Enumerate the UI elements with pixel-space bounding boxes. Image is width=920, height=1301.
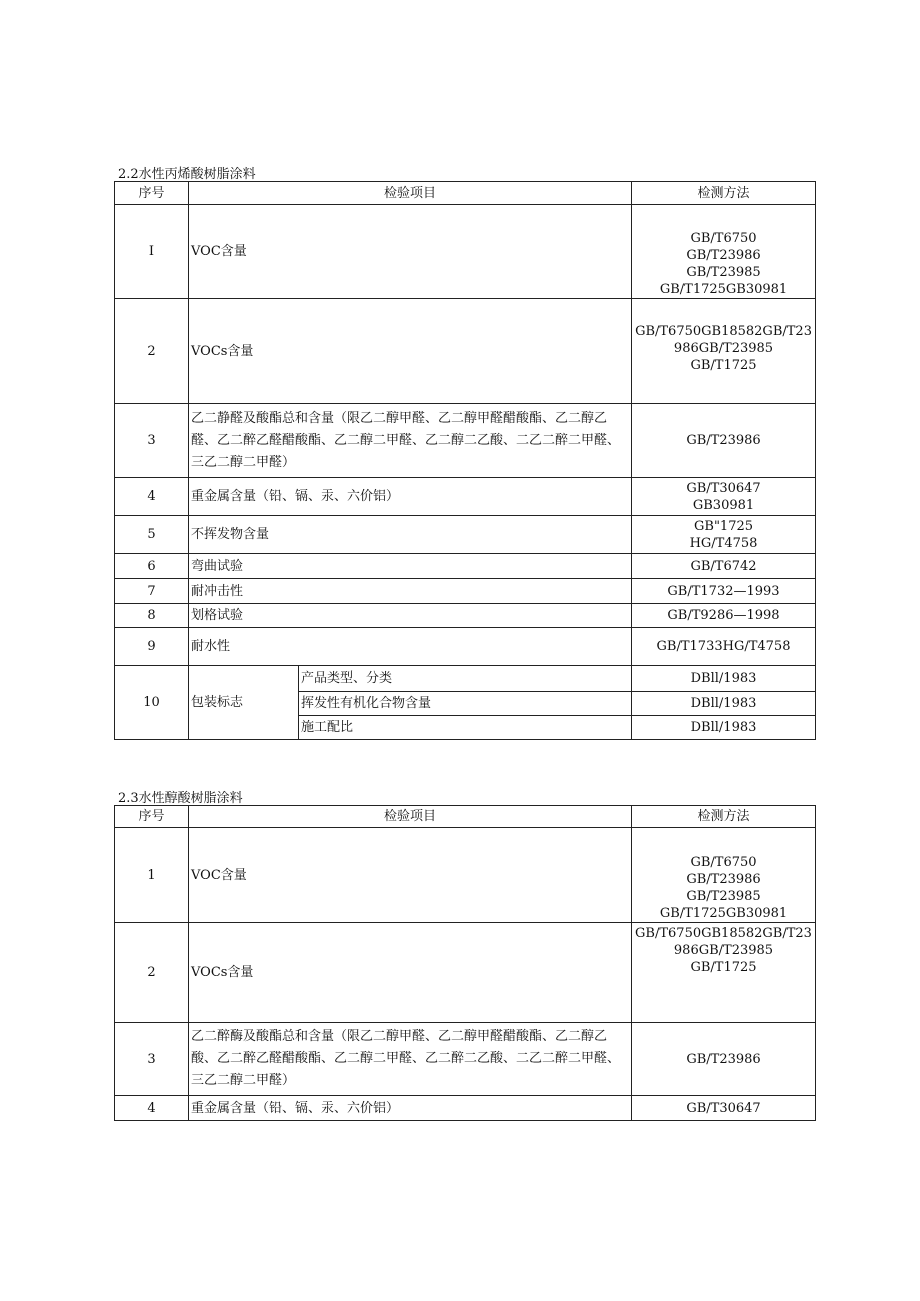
- method-line: GB/T23986: [686, 872, 761, 887]
- method-line: GB/T6750GB18582GB/T23: [635, 324, 812, 339]
- table-row: [115, 828, 816, 923]
- row-method: [632, 404, 816, 478]
- header-no: 序号: [115, 806, 189, 828]
- method-line: GB/T6750GB18582GB/T23: [635, 926, 812, 941]
- sub-method: DBll/1983: [632, 692, 816, 716]
- sub-method: DBll/1983: [632, 716, 816, 740]
- row-item: 乙二醉酶及酸酯总和含量（限乙二醇甲醛、乙二醇甲醛醋酸酯、乙二醇乙酸、乙二醉乙醛醋酸酯、乙二醇二甲醛、乙二醉二乙酸、二乙二醉二甲醛、三乙二醇二甲醛）: [189, 1023, 632, 1096]
- row-no: 10: [115, 666, 189, 740]
- method-line: GB/T23986: [686, 1051, 761, 1067]
- row-item: 耐冲击性: [189, 579, 632, 604]
- method-line: 986GB/T23985: [673, 943, 774, 958]
- section-2-3-caption: 2.3水性醇酸树脂涂料: [118, 791, 243, 806]
- method-line: GB/T1733HG/T4758: [656, 639, 791, 654]
- row-item: 重金属含量（铅、镉、汞、六价铝）: [189, 478, 632, 516]
- row-item: VOCs含量: [189, 923, 632, 1023]
- header-item: 检验项目: [189, 182, 632, 205]
- row-no: 6: [115, 554, 189, 579]
- row-item: 乙二静醛及酸酯总和含量（限乙二醇甲醛、乙二醇甲醛醋酸酯、乙二醇乙醛、乙二醉乙醛醋酸酯、乙二醇二甲醛、乙二醇二乙酸、二乙二醉二甲醛、三乙二醇二甲醛）: [189, 404, 632, 478]
- row-item: 包装标志: [189, 666, 299, 740]
- table-row: [115, 404, 816, 478]
- table-2-3: [114, 805, 816, 1121]
- table-header-row: [115, 182, 816, 205]
- row-no: 1: [115, 828, 189, 923]
- method-line: GB/T30647: [686, 480, 761, 496]
- sub-item: 产品类型、分类: [299, 666, 632, 692]
- row-no: 9: [115, 628, 189, 666]
- row-method: [632, 1023, 816, 1096]
- table-2-2: [114, 181, 816, 740]
- method-line: GB/T30647: [686, 1100, 761, 1116]
- row-item: 耐水性: [189, 628, 632, 666]
- row-method: [632, 205, 816, 299]
- row-no: 2: [115, 923, 189, 1023]
- row-method: [632, 554, 816, 579]
- method-line: GB/T23985: [686, 889, 761, 904]
- header-method: 检测方法: [632, 182, 816, 205]
- section-2-2-caption: 2.2水性丙烯酸树脂涂料: [118, 167, 256, 182]
- table-row: [115, 516, 816, 554]
- row-item: 重金属含量（铅、镉、汞、六价铝）: [189, 1096, 632, 1121]
- method-line: GB/T1725: [690, 960, 757, 975]
- method-line: GB/T23986: [686, 248, 761, 263]
- method-line: GB/T23985: [686, 265, 761, 280]
- method-line: 986GB/T23985: [673, 341, 774, 356]
- row-item: 弯曲试验: [189, 554, 632, 579]
- row-item: VOC含量: [189, 828, 632, 923]
- row-no: 3: [115, 404, 189, 478]
- method-line: GB/T1725GB30981: [659, 282, 788, 297]
- row-method: [632, 516, 816, 554]
- row-no: 5: [115, 516, 189, 554]
- header-item: 检验项目: [189, 806, 632, 828]
- method-line: GB/T1725: [690, 358, 757, 373]
- row-item: VOCs含量: [189, 299, 632, 404]
- table-row: [115, 299, 816, 404]
- row-method: [632, 828, 816, 923]
- header-no: 序号: [115, 182, 189, 205]
- row-no: 4: [115, 478, 189, 516]
- row-item: 划格试验: [189, 604, 632, 628]
- sub-item: 挥发性有机化合物含量: [299, 692, 632, 716]
- table-row: [115, 923, 816, 1023]
- method-line: GB/T6750: [690, 231, 757, 246]
- row-no: 7: [115, 579, 189, 604]
- method-line: HG/T4758: [689, 535, 758, 551]
- table-header-row: [115, 806, 816, 828]
- method-line: GB/T1725GB30981: [659, 906, 788, 921]
- table-row: [115, 604, 816, 628]
- row-method: [632, 1096, 816, 1121]
- header-method: 检测方法: [632, 806, 816, 828]
- sub-item: 施工配比: [299, 716, 632, 740]
- method-line: GB/T23986: [686, 433, 761, 448]
- row-item: 不挥发物含量: [189, 516, 632, 554]
- row-no: I: [115, 205, 189, 299]
- table-row: [115, 1023, 816, 1096]
- table-row: [115, 554, 816, 579]
- row-method: [632, 604, 816, 628]
- row-item: VOC含量: [189, 205, 632, 299]
- method-line: GB/T1732—1993: [667, 583, 780, 599]
- table-row: [115, 1096, 816, 1121]
- row-no: 8: [115, 604, 189, 628]
- row-no: 3: [115, 1023, 189, 1096]
- method-line: GB/T6750: [690, 855, 757, 870]
- row-method: [632, 579, 816, 604]
- table-row: [115, 628, 816, 666]
- row-method: [632, 478, 816, 516]
- method-line: GB/T9286—1998: [667, 608, 780, 623]
- table-row: [115, 205, 816, 299]
- table-row: [115, 478, 816, 516]
- method-line: GB/T6742: [690, 558, 757, 574]
- method-line: GB"1725: [694, 518, 754, 534]
- method-line: GB30981: [692, 497, 755, 513]
- row-method: [632, 299, 816, 404]
- table-row: [115, 579, 816, 604]
- table-row: [115, 666, 816, 692]
- row-no: 2: [115, 299, 189, 404]
- sub-method: DBll/1983: [632, 666, 816, 692]
- row-method: [632, 628, 816, 666]
- row-method: [632, 923, 816, 1023]
- row-no: 4: [115, 1096, 189, 1121]
